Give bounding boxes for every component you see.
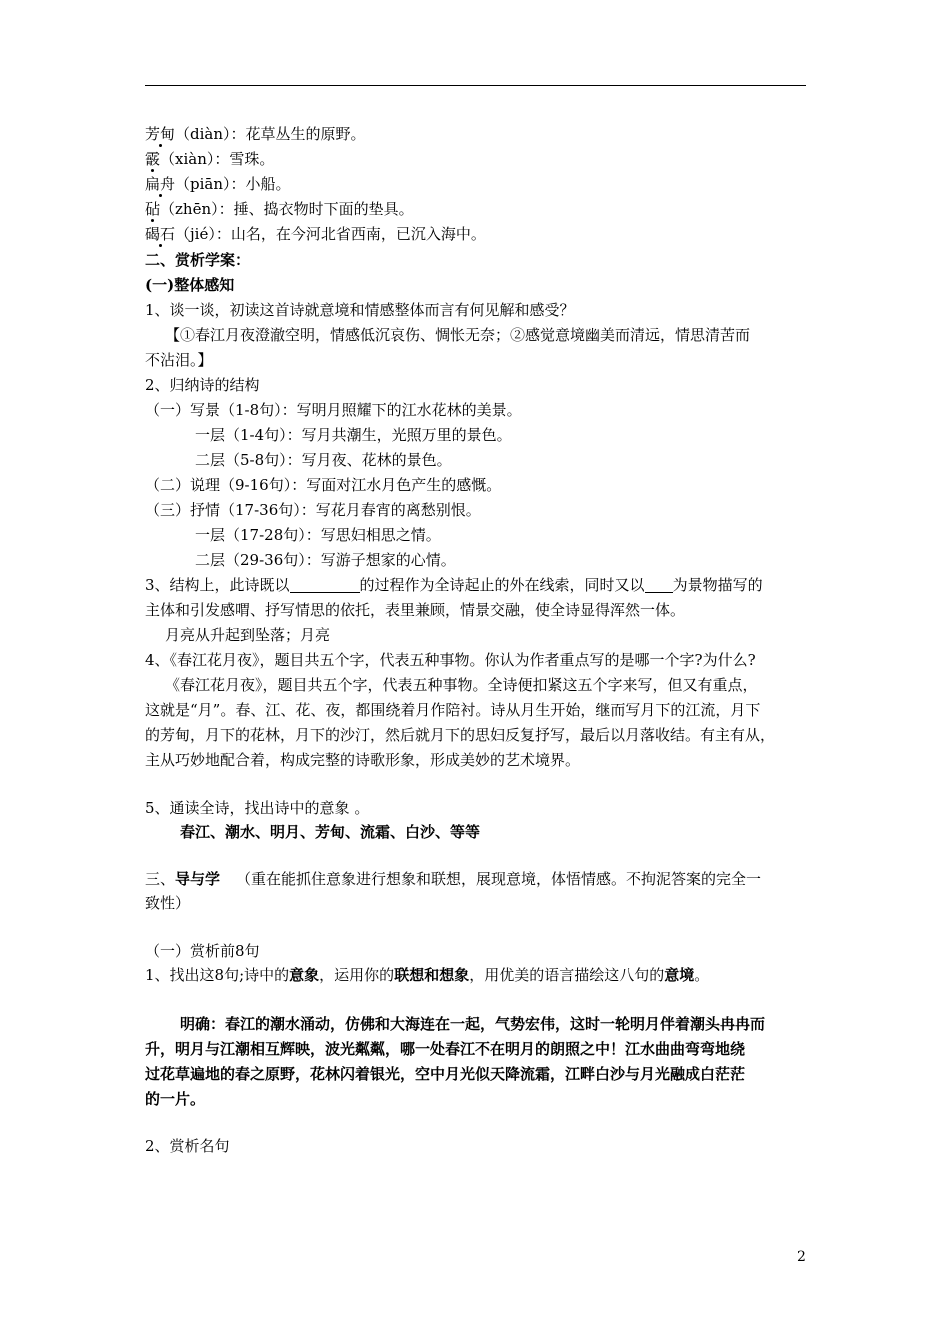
- answer-6-line: 升，明月与江潮相互辉映，波光粼粼，哪一处春江不在明月的朗照之中！江水曲曲弯弯地绕: [145, 1040, 746, 1058]
- section-title: 二、赏析学案：: [145, 251, 251, 269]
- question-4: 4、《春江花月夜》，题目共五个字，代表五种事物。你认为作者重点写的是哪一个字?为什么?: [145, 651, 756, 669]
- keyword: 意象: [289, 966, 320, 984]
- section-note: （重在能抓住意象进行想象和联想，展现意境，体悟情感。不拘泥答案的完全一: [236, 870, 762, 888]
- glossary-item: [145, 223, 486, 245]
- answer-5: 春江、潮水、明月、芳甸、流霜、白沙、等等: [180, 823, 481, 841]
- section-note-line: 致性）: [145, 894, 191, 912]
- glossary-term: 霰: [145, 150, 161, 168]
- answer-6-line: 明确：春江的潮水涌动，仿佛和大海连在一起，气势宏伟，这时一轮明月伴着潮头冉冉而: [180, 1015, 766, 1033]
- question-3-text: 3、结构上，此诗既以: [145, 576, 290, 594]
- question-1: 1、谈一谈，初读这首诗就意境和情感整体而言有何见解和感受？: [145, 301, 575, 319]
- question-6-text: ，用优美的语言描绘这八句的: [469, 966, 665, 984]
- subsection-title: (一)整体感知: [145, 276, 235, 294]
- glossary-definition: （zhēn）：捶、捣衣物时下面的垫具。: [160, 200, 414, 218]
- answer-1-line: 【①春江月夜澄澈空明，情感低沉哀伤、惆怅无奈；②感觉意境幽美而清远，情思清苦而: [165, 326, 751, 344]
- glossary-definition: （xiàn）：雪珠。: [160, 150, 275, 168]
- subsection-title: （一）赏析前8句: [145, 942, 260, 960]
- keyword: 联想和想象: [394, 966, 470, 984]
- glossary-definition: （diàn）：花草丛生的原野。: [175, 125, 366, 143]
- answer-1-line: 不沾泪。】: [145, 351, 213, 369]
- glossary-definition: （piān）：小船。: [175, 175, 291, 193]
- glossary-term: 芳甸: [145, 125, 176, 143]
- section-title: 导与学: [175, 870, 221, 888]
- glossary-item: [145, 123, 366, 145]
- page-number: 2: [797, 1249, 806, 1265]
- glossary-item: [145, 148, 274, 170]
- question-3: [145, 574, 763, 596]
- question-5: 5、通读全诗，找出诗中的意象 。: [145, 799, 370, 817]
- glossary-item: [145, 198, 414, 220]
- answer-4-line: 的芳甸，月下的花林，月下的沙汀，然后就月下的思妇反复抒写，最后以月落收结。有主有从，: [145, 726, 776, 744]
- question-6-text: ，运用你的: [319, 966, 395, 984]
- answer-6-line: 过花草遍地的春之原野，花林闪着银光，空中月光似天降流霜，江畔白沙与月光融成白茫茫: [145, 1065, 746, 1083]
- section-number: 三、: [145, 870, 176, 888]
- glossary-item: [145, 173, 291, 195]
- answer-4-line: 这就是“月”。春、江、花、夜，都围绕着月作陪衬。诗从月生开始，继而写月下的江流，月下: [145, 701, 761, 719]
- question-6-text: 。: [694, 966, 710, 984]
- structure-part: （三）抒情（17-36句）：写花月春宵的离愁别恨。: [145, 501, 481, 519]
- header-rule: [145, 85, 806, 86]
- question-3-line: 主体和引发感喟、抒写情思的依托，表里兼顾，情景交融，使全诗显得浑然一体。: [145, 601, 686, 619]
- answer-3: 月亮从升起到坠落；月亮: [165, 626, 331, 644]
- question-6: [145, 964, 709, 986]
- answer-6-line: 的一片。: [145, 1090, 206, 1108]
- question-2: 2、归纳诗的结构: [145, 376, 260, 394]
- structure-layer: 二层（5-8句）：写月夜、花林的景色。: [195, 451, 452, 469]
- fill-blank: [290, 577, 360, 593]
- glossary-term: 碣石: [145, 225, 176, 243]
- structure-part: （一）写景（1-8句）：写明月照耀下的江水花林的美景。: [145, 401, 522, 419]
- structure-part: （二）说理（9-16句）：写面对江水月色产生的感慨。: [145, 476, 502, 494]
- question-6-text: 1、找出这8句;诗中的: [145, 966, 290, 984]
- question-3-text: 的过程作为全诗起止的外在线索，同时又以: [359, 576, 645, 594]
- structure-layer: 一层（17-28句）：写思妇相思之情。: [195, 526, 441, 544]
- structure-layer: 二层（29-36句）：写游子想家的心情。: [195, 551, 456, 569]
- answer-4-line: 主从巧妙地配合着，构成完整的诗歌形象，形成美妙的艺术境界。: [145, 751, 581, 769]
- glossary-term: 扁舟: [145, 175, 176, 193]
- answer-4-line: 《春江花月夜》，题目共五个字，代表五种事物。全诗便扣紧这五个字来写，但又有重点，: [165, 676, 758, 694]
- question-7: 2、赏析名句: [145, 1137, 230, 1155]
- fill-blank: [645, 577, 673, 593]
- question-3-text: 为景物描写的: [672, 576, 763, 594]
- glossary-term: 砧: [145, 200, 161, 218]
- glossary-definition: （jié）：山名，在今河北省西南，已沉入海中。: [175, 225, 486, 243]
- structure-layer: 一层（1-4句）：写月共潮生，光照万里的景色。: [195, 426, 512, 444]
- keyword: 意境: [664, 966, 695, 984]
- section-3-heading: [145, 868, 761, 890]
